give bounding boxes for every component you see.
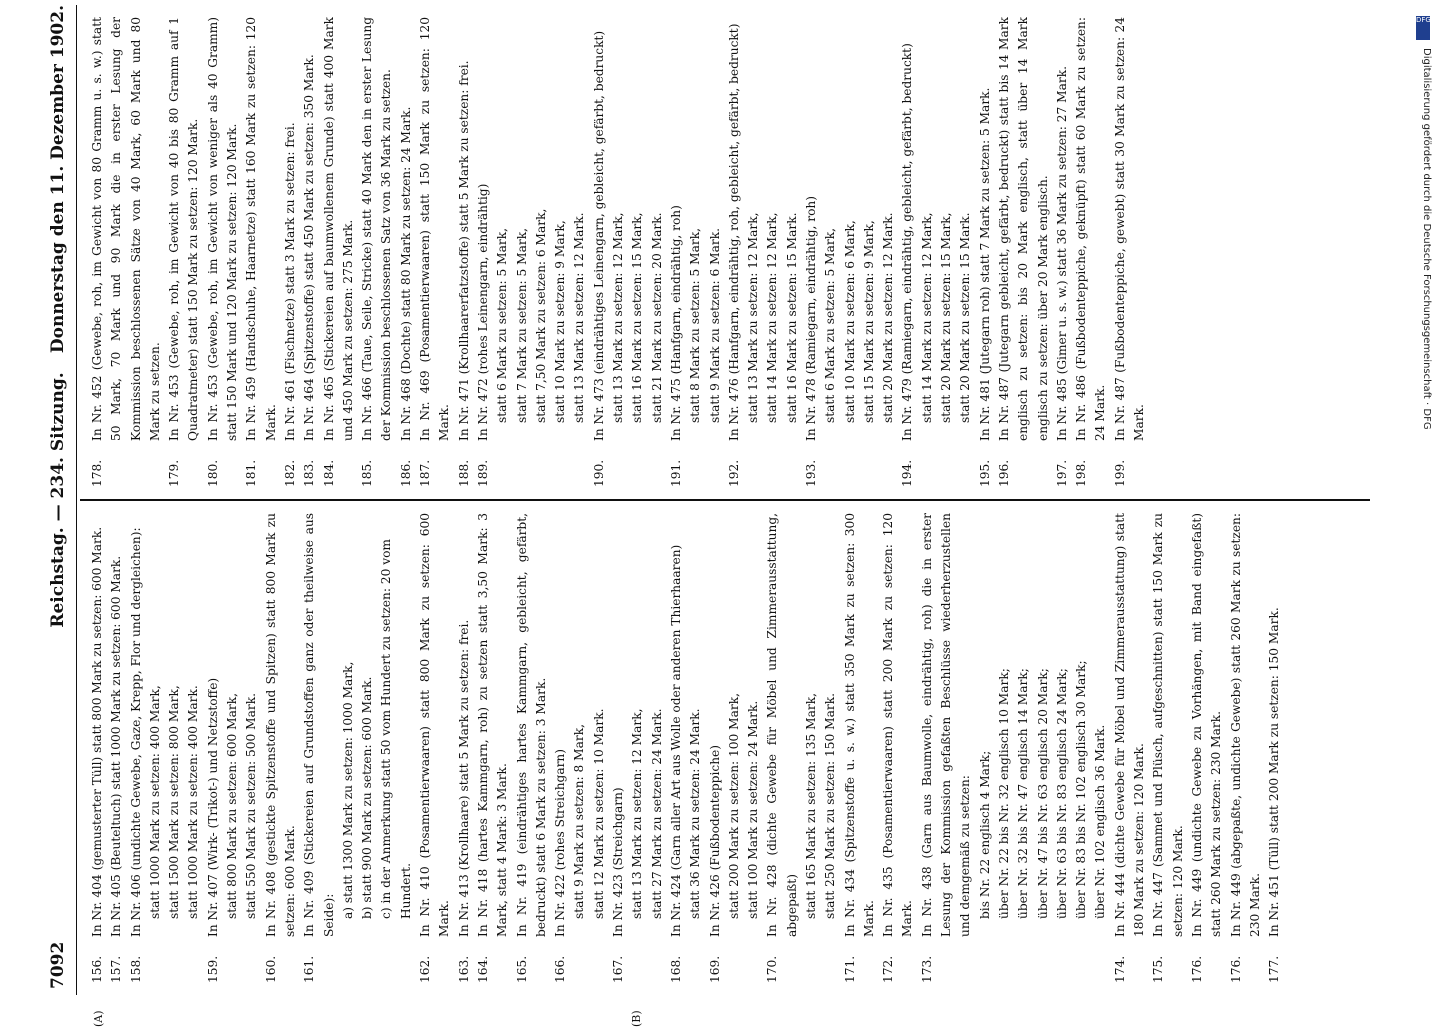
entry-number: 161. <box>302 955 317 983</box>
margin-marker-a: (A) <box>92 1010 105 1027</box>
entry-text: In Nr. 485 (Gimer u. s. w.) statt 36 Mark zu setzen: 27 Mark. <box>1054 65 1069 441</box>
column-divider <box>80 499 1370 501</box>
rate-line: statt 13 Mark zu setzen: 12 Mark. <box>572 212 587 423</box>
page-number: 7092 <box>48 941 68 989</box>
rate-line: c) in der Anmerkung statt 50 vom Hundert zu setzen: 20 vom Hundert. <box>379 539 413 919</box>
rate-line: statt 15 Mark zu setzen: 9 Mark, <box>861 220 876 423</box>
rate-line: statt 7,50 Mark zu setzen: 6 Mark, <box>533 208 548 423</box>
rotated-document-page <box>40 5 1370 1027</box>
entry-number: 195. <box>977 459 992 487</box>
rate-line: über Nr. 63 bis Nr. 83 englisch 24 Mark; <box>1054 668 1069 919</box>
rate-line: statt 165 Mark zu setzen: 135 Mark, <box>803 693 818 919</box>
rate-line: statt 16 Mark zu setzen: 15 Mark. <box>784 212 799 423</box>
rate-line: statt 800 Mark zu setzen: 600 Mark, <box>225 693 240 919</box>
entry-number: 163. <box>456 955 471 983</box>
left-column <box>88 513 1363 983</box>
entry-number: 194. <box>900 459 915 487</box>
entry-text: In Nr. 468 (Dochte) statt 80 Mark zu setzen: 24 Mark. <box>398 106 413 441</box>
entry-number: 190. <box>591 459 606 487</box>
header-rule <box>76 5 77 995</box>
motion-entry <box>204 17 243 487</box>
entry-number: 156. <box>90 955 104 983</box>
entry-text: In Nr. 449 (undichte Gewebe zu Vorhängen, mit Band eingefaßt) statt 260 Mark zu setzen: 230 Mark. <box>1189 513 1224 937</box>
rate-line: statt 10 Mark zu setzen: 9 Mark, <box>553 220 568 423</box>
entry-text: In Nr. 473 (eindrähtiges Leinengarn, gebleicht, gefärbt, bedruckt) <box>591 30 606 441</box>
rate-line: statt 14 Mark zu setzen: 12 Mark, <box>765 212 780 423</box>
entry-number: 199. <box>1112 459 1127 487</box>
rate-line: statt 9 Mark zu setzen: 6 Mark. <box>707 228 722 423</box>
rate-line: statt 16 Mark zu setzen: 15 Mark, <box>630 212 645 423</box>
rate-line: über Nr. 47 bis Nr. 63 englisch 20 Mark; <box>1035 668 1050 919</box>
entry-number: 171. <box>842 955 857 983</box>
entry-number: 197. <box>1054 459 1069 487</box>
entry-number: 183. <box>302 459 317 487</box>
rate-line: statt 20 Mark zu setzen: 15 Mark. <box>958 212 973 423</box>
entry-text: In Nr. 486 (Fußbodenteppiche, geknüpft) statt 60 Mark zu setzen: 24 Mark. <box>1074 17 1108 441</box>
motion-entry <box>165 17 204 487</box>
entry-number: 181. <box>244 459 259 487</box>
entry-text: In Nr. 423 (Streichgarn) <box>611 787 626 937</box>
page-header <box>48 5 74 995</box>
motion-entry <box>1265 513 1284 983</box>
entry-text: In Nr. 407 (Wirk- (Trikot-) und Netzstoffe) <box>205 677 220 937</box>
motion-entry <box>455 17 474 487</box>
entry-text: In Nr. 479 (Ramiegarn, eindrähtig, gebleicht, gefärbt, bedruckt) <box>900 43 915 441</box>
motion-entry <box>300 513 416 983</box>
motion-entry <box>416 513 455 983</box>
motion-entry <box>397 17 416 487</box>
entry-number: 170. <box>765 955 780 983</box>
entry-number: 198. <box>1074 459 1089 487</box>
motion-entry <box>455 513 474 983</box>
entry-text: In Nr. 406 (undichte Gewebe, Gaze, Krepp, Flor und dergleichen): <box>128 527 143 937</box>
entry-number: 175. <box>1151 955 1166 983</box>
entry-text: In Nr. 472 (rohes Leinengarn, eindrähtig) <box>475 183 490 441</box>
entry-number: 168. <box>668 955 683 983</box>
entry-text: In Nr. 452 (Gewebe, roh, im Gewicht von 80 Gramm u. s. w.) statt 50 Mark, 70 Mark und 90 Mark die in erster Lesung der Kommission beschlossenen Sätze von 40 Mark, 60 Mark und 80 Mark zu setzen. <box>90 17 162 441</box>
entry-text: In Nr. 476 (Hanfgarn, eindrähtig, roh, gebleicht, gefärbt, bedruckt) <box>726 23 741 441</box>
entry-number: 191. <box>668 459 683 487</box>
entry-text: In Nr. 418 (hartes Kammgarn, roh) zu setzen statt 3,50 Mark: 3 Mark, statt 4 Mark: 3 Mark. <box>475 513 510 937</box>
margin-marker-b: (B) <box>630 1010 643 1027</box>
motion-entry <box>976 17 995 487</box>
entry-number: 177. <box>1267 955 1282 983</box>
entry-text: In Nr. 409 (Stickereien auf Grundstoffen ganz oder theilweise aus Seide): <box>302 513 336 937</box>
rate-line: statt 550 Mark zu setzen: 500 Mark. <box>244 693 259 919</box>
motion-entry <box>667 17 725 487</box>
entry-number: 159. <box>205 955 220 983</box>
page-title: Reichstag. — 234. Sitzung. <box>48 372 68 628</box>
entry-number: 169. <box>707 955 722 983</box>
entry-text: In Nr. 453 (Gewebe, roh, im Gewicht von 40 bis 80 Gramm auf 1 Quadratmeter) statt 150 Mark zu setzen: 120 Mark. <box>167 17 201 441</box>
entry-text: In Nr. 424 (Garn aller Art aus Wolle oder anderen Thierhaaren) <box>668 544 683 937</box>
entry-text: In Nr. 478 (Ramiegarn, eindrähtig, roh) <box>803 195 818 441</box>
rate-line: statt 36 Mark zu setzen: 24 Mark. <box>688 708 703 919</box>
rate-line: statt 9 Mark zu setzen: 8 Mark, <box>572 724 587 919</box>
entry-number: 166. <box>553 955 568 983</box>
entry-text: In Nr. 410 (Posamentierwaaren) statt 800 Mark zu setzen: 600 Mark. <box>418 513 452 937</box>
digitization-side-note <box>1418 8 1430 992</box>
rate-line: statt 8 Mark zu setzen: 5 Mark, <box>688 228 703 423</box>
entry-number: 185. <box>360 459 375 487</box>
motion-entry <box>879 513 918 983</box>
entry-text: In Nr. 475 (Hanfgarn, eindrähtig, roh) <box>668 205 683 441</box>
motion-entry <box>1188 513 1227 983</box>
right-column <box>88 17 1363 487</box>
entry-number: 186. <box>398 459 413 487</box>
entry-text: In Nr. 434 (Spitzenstoffe u. s. w.) statt 350 Mark zu setzen: 300 Mark. <box>842 513 876 937</box>
entry-text: In Nr. 419 (eindrähtiges hartes Kammgarn, gebleicht, gefärbt, bedruckt) statt 6 Mark zu setzen: 3 Mark. <box>514 513 548 937</box>
motion-entry <box>1072 17 1111 487</box>
entry-number: 196. <box>996 459 1011 487</box>
entry-number: 192. <box>726 459 741 487</box>
entry-number: 173. <box>919 955 934 983</box>
rate-line: statt 6 Mark zu setzen: 5 Mark, <box>495 228 510 423</box>
entry-number: 180. <box>205 459 220 487</box>
rate-line: statt 1000 Mark zu setzen: 400 Mark. <box>186 685 201 919</box>
motion-entry <box>300 17 319 487</box>
motion-entry <box>802 17 898 487</box>
side-note-text: Digitalisierung gefördert durch die Deutsche Forschungsgemeinschaft · DFG <box>1421 48 1432 430</box>
rate-line: über Nr. 22 bis Nr. 32 englisch 10 Mark; <box>996 668 1011 919</box>
entry-text: In Nr. 449 (abgepaßte, undichte Gewebe) statt 260 Mark zu setzen: 230 Mark. <box>1228 513 1262 937</box>
motion-entry <box>1111 17 1150 487</box>
entry-number: 178. <box>90 459 104 487</box>
entry-text: In Nr. 464 (Spitzenstoffe) statt 450 Mark zu setzen: 350 Mark. <box>302 54 317 441</box>
motion-entry <box>242 17 281 487</box>
motion-entry <box>898 17 975 487</box>
entry-text: In Nr. 447 (Sammet und Plüsch, aufgeschnitten) statt 150 Mark zu setzen: 120 Mark. <box>1151 513 1185 937</box>
rate-line: statt 13 Mark zu setzen: 12 Mark, <box>611 212 626 423</box>
entry-text: In Nr. 481 (Jutegarn roh) statt 7 Mark zu setzen: 5 Mark. <box>977 87 992 441</box>
motion-entry <box>320 17 359 487</box>
motion-entry <box>609 513 667 983</box>
rate-line: statt 250 Mark zu setzen: 150 Mark. <box>823 693 838 919</box>
motion-entry <box>204 513 262 983</box>
rate-line: statt 13 Mark zu setzen: 12 Mark, <box>630 708 645 919</box>
motion-entry <box>107 513 126 983</box>
motion-entry <box>1053 17 1072 487</box>
entry-number: 188. <box>456 459 471 487</box>
entry-text: In Nr. 428 (dichte Gewebe für Möbel und Zimmerausstattung, abgepaßt) <box>765 513 799 937</box>
motion-entry <box>513 513 552 983</box>
motion-entry <box>88 513 107 983</box>
entry-text: In Nr. 465 (Stickereien auf baumwollenem Grunde) statt 400 Mark und 450 Mark zu setzen: 275 Mark. <box>321 17 355 441</box>
motion-entry <box>590 17 667 487</box>
entry-number: 165. <box>514 955 529 983</box>
entry-number: 189. <box>475 459 490 487</box>
rate-line: statt 12 Mark zu setzen: 10 Mark. <box>591 708 606 919</box>
rate-line: statt 1500 Mark zu setzen: 800 Mark, <box>167 685 182 919</box>
entry-text: In Nr. 487 (Jutegarn gebleicht, gefärbt, bedruckt) statt bis 14 Mark englisch zu setzen: bis 20 Mark englisch, statt über 14 Mark englisch zu setzen: über 20 Mark englisch. <box>996 17 1050 441</box>
entry-number: 167. <box>611 955 626 983</box>
entry-text: In Nr. 461 (Fischnetze) statt 3 Mark zu setzen: frei. <box>282 122 297 441</box>
entry-text: In Nr. 459 (Handschuhe, Haarnetze) statt 160 Mark zu setzen: 120 Mark. <box>244 17 278 441</box>
rate-line: b) statt 900 Mark zu setzen: 600 Mark. <box>360 676 375 919</box>
entry-number: 158. <box>128 955 143 983</box>
entry-text: In Nr. 413 (Krollhaare) statt 5 Mark zu setzen: frei. <box>456 619 471 937</box>
motion-entry <box>358 17 397 487</box>
rate-line: statt 6 Mark zu setzen: 5 Mark, <box>823 228 838 423</box>
entry-text: In Nr. 404 (gemusterter Tüll) statt 800 Mark zu setzen: 600 Mark. <box>90 526 104 937</box>
rate-line: über Nr. 83 bis Nr. 102 englisch 30 Mark; <box>1074 660 1089 919</box>
motion-entry <box>551 513 609 983</box>
entry-text: In Nr. 471 (Krollhaarerfatzstoffe) statt 5 Mark zu setzen: frei. <box>456 60 471 441</box>
entry-number: 176. <box>1189 955 1204 983</box>
motion-entry <box>706 513 764 983</box>
rate-line: a) statt 1300 Mark zu setzen: 1000 Mark, <box>340 661 355 919</box>
motion-entry <box>127 513 204 983</box>
motion-entry <box>763 513 840 983</box>
rate-line: statt 27 Mark zu setzen: 24 Mark. <box>649 708 664 919</box>
rate-line: über Nr. 102 englisch 36 Mark. <box>1093 724 1108 919</box>
entry-text: In Nr. 487 (Fußbodenteppiche, gewebt) statt 30 Mark zu setzen: 24 Mark. <box>1112 17 1147 441</box>
rate-line: statt 100 Mark zu setzen: 24 Mark. <box>746 700 761 919</box>
rate-line: statt 13 Mark zu setzen: 12 Mark, <box>746 212 761 423</box>
entry-number: 179. <box>167 459 182 487</box>
rate-line: statt 20 Mark zu setzen: 12 Mark. <box>881 212 896 423</box>
entry-text: In Nr. 451 (Tüll) statt 200 Mark zu setzen: 150 Mark. <box>1267 607 1282 937</box>
motion-entry <box>725 17 802 487</box>
entry-number: 164. <box>475 955 490 983</box>
entry-number: 172. <box>881 955 896 983</box>
motion-entry <box>474 17 590 487</box>
motion-entry <box>918 513 1111 983</box>
entry-text: In Nr. 469 (Posamentierwaaren) statt 150 Mark zu setzen: 120 Mark. <box>418 17 452 441</box>
entry-text: In Nr. 426 (Fußbodenteppiche) <box>707 744 722 937</box>
rate-line: statt 1000 Mark zu setzen: 400 Mark, <box>147 685 162 919</box>
motion-entry <box>474 513 513 983</box>
entry-number: 187. <box>418 459 433 487</box>
motion-entry <box>1227 513 1266 983</box>
rate-line: statt 7 Mark zu setzen: 5 Mark, <box>514 228 529 423</box>
entry-text: In Nr. 422 (rohes Streichgarn) <box>553 748 568 937</box>
motion-entry <box>262 513 301 983</box>
dfg-logo: DFG <box>1416 16 1430 40</box>
entry-number: 162. <box>418 955 433 983</box>
entry-number: 157. <box>109 955 124 983</box>
motion-entry <box>1149 513 1188 983</box>
session-date: Donnerstag den 11. Dezember 1902. <box>48 5 68 354</box>
rate-line: statt 20 Mark zu setzen: 15 Mark, <box>939 212 954 423</box>
rate-line: bis Nr. 22 englisch 4 Mark; <box>977 750 992 919</box>
rate-line: über Nr. 32 bis Nr. 47 englisch 14 Mark; <box>1016 668 1031 919</box>
motion-entry <box>416 17 455 487</box>
rate-line: statt 200 Mark zu setzen: 100 Mark, <box>726 693 741 919</box>
rate-line: statt 21 Mark zu setzen: 20 Mark. <box>649 212 664 423</box>
entry-text: In Nr. 466 (Taue, Seile, Stricke) statt 40 Mark den in erster Lesung der Kommission beschlossenen Satz von 36 Mark zu setzen. <box>360 17 394 441</box>
motion-entry <box>281 17 300 487</box>
entry-number: 193. <box>803 459 818 487</box>
entry-number: 182. <box>282 459 297 487</box>
entry-number: 174. <box>1112 955 1127 983</box>
motion-entry <box>88 17 165 487</box>
entry-number: 160. <box>263 955 278 983</box>
entry-text: In Nr. 444 (dichte Gewebe für Möbel und Zimmerausstattung) statt 180 Mark zu setzen: 120 Mark. <box>1112 513 1147 937</box>
motion-entry <box>841 513 880 983</box>
rate-line: statt 14 Mark zu setzen: 12 Mark, <box>919 212 934 423</box>
motion-entry <box>995 17 1053 487</box>
entry-text: In Nr. 438 (Garn aus Baumwolle, eindrähtig, roh) die in erster Lesung der Kommission gefaßten Beschlüsse wiederherzustellen und demgemäß zu setzen: <box>919 513 973 937</box>
entry-number: 184. <box>321 459 336 487</box>
entry-text: In Nr. 405 (Beuteltuch) statt 1000 Mark zu setzen: 600 Mark. <box>109 555 124 937</box>
entry-number: 176. <box>1228 955 1243 983</box>
entry-text: In Nr. 435 (Posamentierwaaren) statt 200 Mark zu setzen: 120 Mark. <box>881 513 915 937</box>
entry-text: In Nr. 453 (Gewebe, roh, im Gewicht von weniger als 40 Gramm) statt 150 Mark und 120 Mark zu setzen: 120 Mark. <box>205 17 240 441</box>
entry-text: In Nr. 408 (gestickte Spitzenstoffe und Spitzen) statt 800 Mark zu setzen: 600 Mark. <box>263 513 297 937</box>
rate-line: statt 10 Mark zu setzen: 6 Mark, <box>842 220 857 423</box>
motion-entry <box>1111 513 1150 983</box>
motion-entry <box>667 513 706 983</box>
